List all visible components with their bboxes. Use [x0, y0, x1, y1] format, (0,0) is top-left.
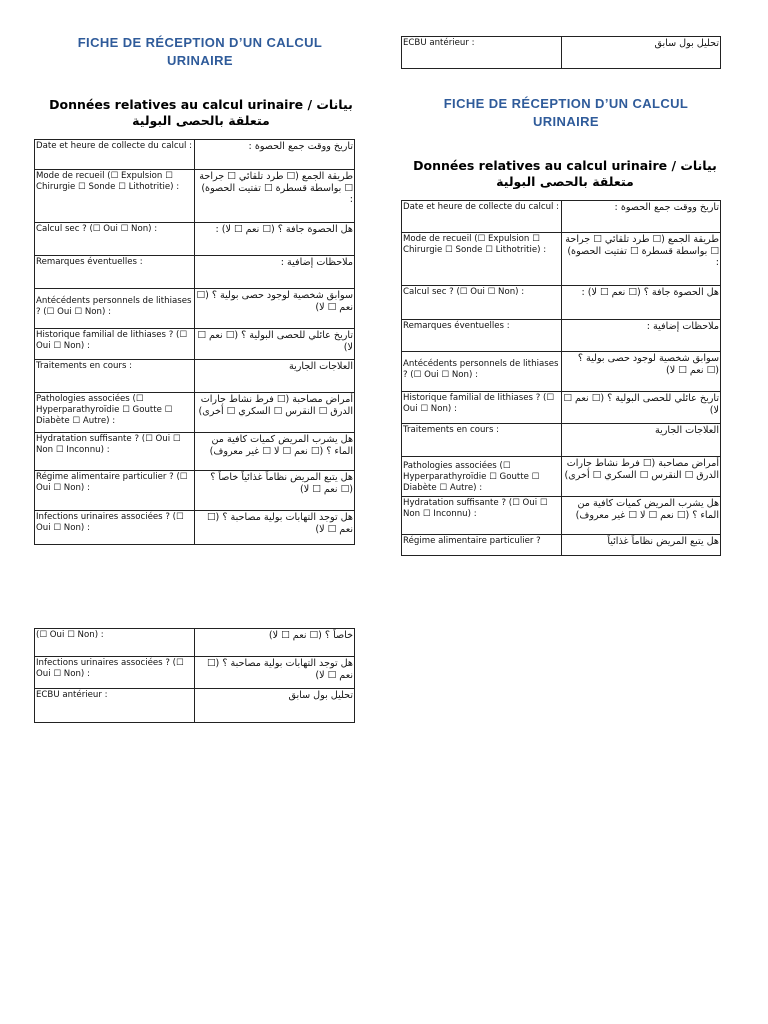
table-row — [35, 471, 355, 511]
mode-label-fr: Mode de recueil (☐ Expulsion ☐ Chirurgie ☐ Sonde ☐ Lithotritie) : — [35, 170, 195, 223]
traitements-label-fr: Traitements en cours : — [35, 360, 195, 393]
form-subtitle-right: Données relatives au calcul urinaire / بيانات متعلقة بالحصى البولية — [413, 158, 717, 189]
regime-label-ar: هل يتبع المريض نظاماً غذائياً خاصاً ؟ (☐ نعم ☐ لا) — [195, 471, 355, 511]
regime-cont-label-fr: (☐ Oui ☐ Non) : — [35, 629, 195, 657]
table-row — [402, 535, 721, 556]
historique-label-ar-r: تاريخ عائلي للحصى البولية ؟ (☐ نعم ☐ لا) — [562, 392, 721, 424]
sec-label-ar: هل الحصوة جافة ؟ (☐ نعم ☐ لا) : — [195, 223, 355, 256]
table-row — [402, 286, 721, 320]
remarques-label-ar: ملاحظات إضافية : — [195, 256, 355, 289]
table-row — [402, 201, 721, 233]
regime-short-label-ar: هل يتبع المريض نظاماً غذائياً — [562, 535, 721, 556]
infections-label-ar: هل توجد التهابات بولية مصاحبة ؟ (☐ نعم ☐ لا) — [195, 511, 355, 545]
traitements-label-fr-r: Traitements en cours : — [402, 424, 562, 457]
sec-label-fr-r: Calcul sec ? (☐ Oui ☐ Non) : — [402, 286, 562, 320]
form-subtitle-left: Données relatives au calcul urinaire / بيانات متعلقة بالحصى البولية — [49, 97, 353, 128]
pathologies-label-fr: Pathologies associées (☐ Hyperparathyroïdie ☐ Goutte ☐ Diabète ☐ Autre) : — [35, 393, 195, 433]
table-row — [35, 223, 355, 256]
table-row — [35, 433, 355, 471]
ecbu-label-fr-2: ECBU antérieur : — [35, 689, 195, 723]
hydratation-label-fr: Hydratation suffisante ? (☐ Oui ☐ Non ☐ Inconnu) : — [35, 433, 195, 471]
date-label-ar: تاريخ ووقت جمع الحصوة : — [195, 140, 355, 170]
pathologies-label-ar: أمراض مصاحبة (☐ فرط نشاط جارات الدرق ☐ النقرس ☐ السكري ☐ أخرى) — [195, 393, 355, 433]
date-label-fr: Date et heure de collecte du calcul : — [35, 140, 195, 170]
form-table-left-continued — [34, 628, 355, 723]
regime-label-fr: Régime alimentaire particulier ? (☐ Oui ☐ Non) : — [35, 471, 195, 511]
form-table-right — [401, 200, 721, 556]
infections-label-ar-2: هل توجد التهابات بولية مصاحبة ؟ (☐ نعم ☐ لا) — [195, 657, 355, 689]
table-row — [402, 320, 721, 352]
mode-label-ar: طريقة الجمع (☐ طرد تلقائي ☐ جراحة ☐ بواسطة قسطرة ☐ تفتيت الحصوة) : — [195, 170, 355, 223]
historique-label-fr-r: Historique familial de lithiases ? (☐ Oui ☐ Non) : — [402, 392, 562, 424]
remarques-label-fr: Remarques éventuelles : — [35, 256, 195, 289]
table-row — [35, 140, 355, 170]
infections-label-fr: Infections urinaires associées ? (☐ Oui ☐ Non) : — [35, 511, 195, 545]
form-table-right-top — [401, 36, 721, 69]
table-row — [402, 233, 721, 286]
table-row — [35, 629, 355, 657]
table-row — [402, 457, 721, 497]
infections-label-fr-2: Infections urinaires associées ? (☐ Oui ☐ Non) : — [35, 657, 195, 689]
table-row — [35, 329, 355, 360]
antecedents-label-ar-r: سوابق شخصية لوجود حصى بولية ؟ (☐ نعم ☐ لا) — [562, 352, 721, 392]
historique-label-ar: تاريخ عائلي للحصى البولية ؟ (☐ نعم ☐ لا) — [195, 329, 355, 360]
ecbu-label-ar-2: تحليل بول سابق — [195, 689, 355, 723]
pathologies-label-ar-r: أمراض مصاحبة (☐ فرط نشاط جارات الدرق ☐ النقرس ☐ السكري ☐ أخرى) — [562, 457, 721, 497]
antecedents-label-fr-r: Antécédents personnels de lithiases ? (☐ Oui ☐ Non) : — [402, 352, 562, 392]
remarques-label-fr-r: Remarques éventuelles : — [402, 320, 562, 352]
date-label-ar-r: تاريخ ووقت جمع الحصوة : — [562, 201, 721, 233]
table-row — [402, 37, 721, 69]
table-row — [402, 497, 721, 535]
form-title-left: FICHE DE RÉCEPTION D’UN CALCUL URINAIRE — [77, 35, 323, 68]
sec-label-fr: Calcul sec ? (☐ Oui ☐ Non) : — [35, 223, 195, 256]
table-row — [35, 511, 355, 545]
remarques-label-ar-r: ملاحظات إضافية : — [562, 320, 721, 352]
table-row — [402, 392, 721, 424]
ecbu-label-fr: ECBU antérieur : — [402, 37, 562, 69]
hydratation-label-ar: هل يشرب المريض كميات كافية من الماء ؟ (☐ نعم ☐ لا ☐ غير معروف) — [195, 433, 355, 471]
table-row — [35, 289, 355, 329]
antecedents-label-fr: Antécédents personnels de lithiases ? (☐ Oui ☐ Non) : — [35, 289, 195, 329]
hydratation-label-ar-r: هل يشرب المريض كميات كافية من الماء ؟ (☐ نعم ☐ لا ☐ غير معروف) — [562, 497, 721, 535]
mode-label-ar-r: طريقة الجمع (☐ طرد تلقائي ☐ جراحة ☐ بواسطة قسطرة ☐ تفتيت الحصوة) : — [562, 233, 721, 286]
regime-cont-label-ar: خاصاً ؟ (☐ نعم ☐ لا) — [195, 629, 355, 657]
date-label-fr-r: Date et heure de collecte du calcul : — [402, 201, 562, 233]
table-row — [402, 424, 721, 457]
traitements-label-ar-r: العلاجات الجارية — [562, 424, 721, 457]
historique-label-fr: Historique familial de lithiases ? (☐ Oui ☐ Non) : — [35, 329, 195, 360]
form-title-right: FICHE DE RÉCEPTION D’UN CALCUL URINAIRE — [443, 96, 689, 129]
table-row — [35, 170, 355, 223]
table-row — [35, 657, 355, 689]
table-row — [35, 689, 355, 723]
pathologies-label-fr-r: Pathologies associées (☐ Hyperparathyroïdie ☐ Goutte ☐ Diabète ☐ Autre) : — [402, 457, 562, 497]
antecedents-label-ar: سوابق شخصية لوجود حصى بولية ؟ (☐ نعم ☐ لا) — [195, 289, 355, 329]
table-row — [35, 360, 355, 393]
form-table-left — [34, 139, 355, 545]
hydratation-label-fr-r: Hydratation suffisante ? (☐ Oui ☐ Non ☐ Inconnu) : — [402, 497, 562, 535]
traitements-label-ar: العلاجات الجارية — [195, 360, 355, 393]
sec-label-ar-r: هل الحصوة جافة ؟ (☐ نعم ☐ لا) : — [562, 286, 721, 320]
mode-label-fr-r: Mode de recueil (☐ Expulsion ☐ Chirurgie ☐ Sonde ☐ Lithotritie) : — [402, 233, 562, 286]
ecbu-label-ar: تحليل بول سابق — [562, 37, 721, 69]
table-row — [35, 393, 355, 433]
table-row — [402, 352, 721, 392]
table-row — [35, 256, 355, 289]
regime-short-label-fr: Régime alimentaire particulier ? — [402, 535, 562, 556]
